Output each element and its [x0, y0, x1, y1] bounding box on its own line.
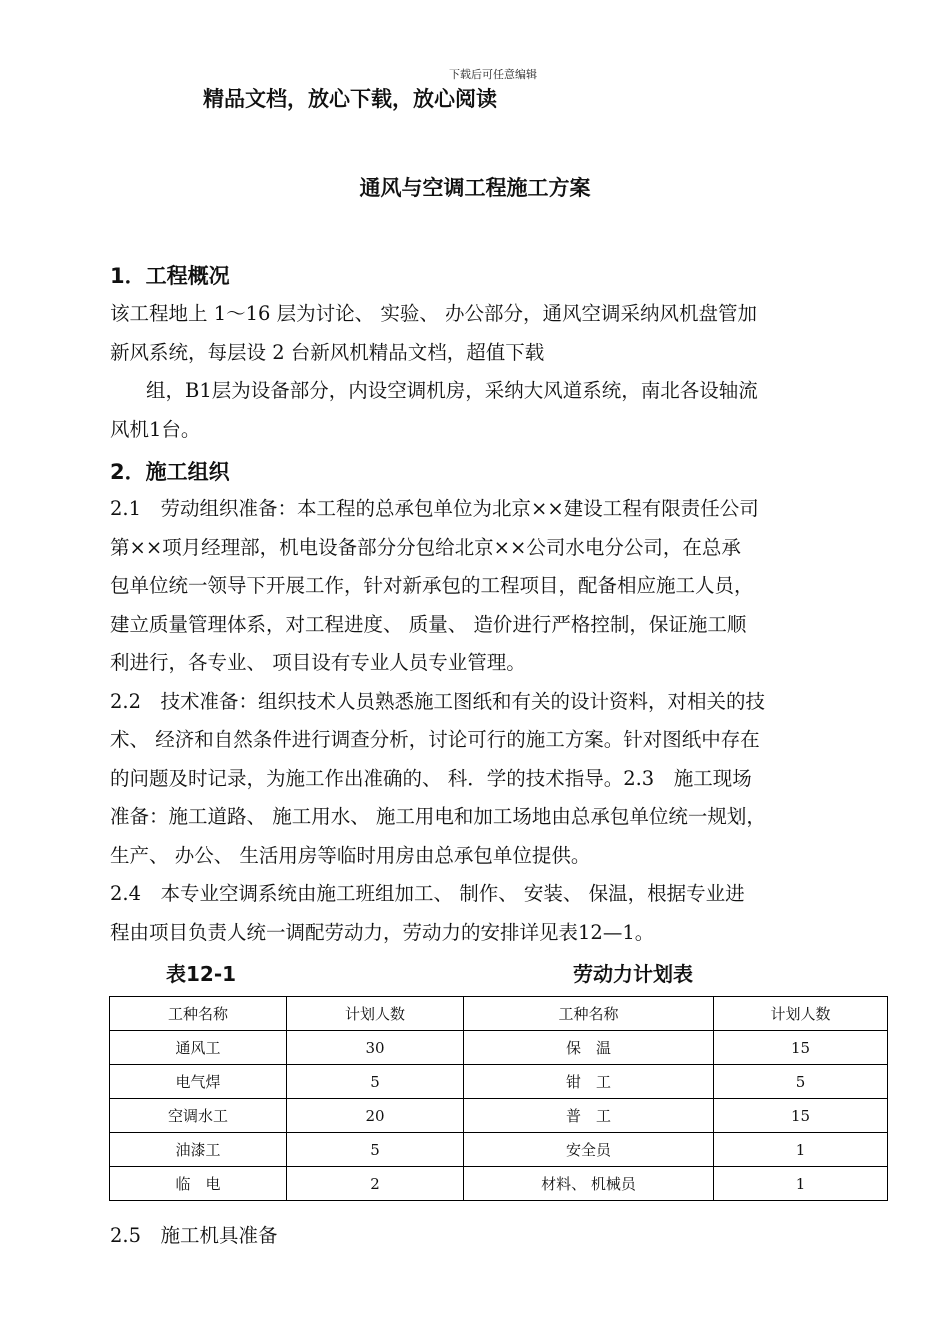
table-cell: 1	[714, 1133, 888, 1167]
text-line: 术、 经济和自然条件进行调查分析，讨论可行的施工方案。针对图纸中存在	[110, 728, 760, 751]
section-2-heading: 2．施工组织	[110, 460, 230, 484]
table-cell: 5	[287, 1133, 464, 1167]
promo-banner: 精品文档，放心下载，放心阅读	[203, 87, 497, 111]
table-caption: 劳动力计划表	[573, 962, 693, 986]
text-line: 组，B1层为设备部分，内设空调机房，采纳大风道系统，南北各设轴流	[146, 379, 758, 402]
text-line: 风机1台。	[110, 417, 201, 441]
table-header-cell: 工种名称	[464, 997, 714, 1031]
section-2-5-heading: 2.5 施工机具准备	[110, 1224, 278, 1247]
text-line: 新风系统，每层设 2 台新风机精品文档，超值下载	[110, 340, 545, 364]
table-cell: 通风工	[110, 1031, 287, 1065]
section-2-body	[110, 490, 888, 952]
text-line: 准备：施工道路、 施工用水、 施工用电和加工场地由总承包单位统一规划，	[110, 805, 766, 828]
table-row	[110, 1031, 888, 1065]
text-line: 建立质量管理体系，对工程进度、 质量、 造价进行严格控制，保证施工顺	[110, 612, 747, 636]
table-cell: 30	[287, 1031, 464, 1065]
table-cell: 安全员	[464, 1133, 714, 1167]
table-cell: 普 工	[464, 1099, 714, 1133]
table-row	[110, 1099, 888, 1133]
table-cell: 保 温	[464, 1031, 714, 1065]
table-cell: 电气焊	[110, 1065, 287, 1099]
table-cell: 油漆工	[110, 1133, 287, 1167]
table-cell: 5	[714, 1065, 888, 1099]
section-1-heading: 1．工程概况	[110, 264, 230, 288]
text-line: 包单位统一领导下开展工作，针对新承包的工程项目，配备相应施工人员，	[110, 574, 754, 597]
text-line: 的问题及时记录，为施工作出准确的、 科．学的技术指导。2.3 施工现场	[110, 766, 752, 790]
table-header-cell: 计划人数	[287, 997, 464, 1031]
table-row	[110, 1065, 888, 1099]
table-cell: 2	[287, 1167, 464, 1201]
text-line: 2.2 技术准备：组织技术人员熟悉施工图纸和有关的设计资料，对相关的技	[110, 689, 766, 713]
text-line: 生产、 办公、 生活用房等临时用房由总承包单位提供。	[110, 843, 591, 867]
document-title: 通风与空调工程施工方案	[359, 176, 591, 200]
table-cell: 20	[287, 1099, 464, 1133]
text-line: 2.4 本专业空调系统由施工班组加工、 制作、 安装、 保温，根据专业进	[110, 882, 745, 905]
table-cell: 钳 工	[464, 1065, 714, 1099]
table-header-cell: 计划人数	[714, 997, 888, 1031]
table-header-row	[110, 997, 888, 1031]
table-cell: 5	[287, 1065, 464, 1099]
section-1-body	[110, 295, 888, 449]
table-cell: 15	[714, 1099, 888, 1133]
header-note: 下载后可任意编辑	[449, 68, 537, 81]
table-row	[110, 1167, 888, 1201]
table-header-cell: 工种名称	[110, 997, 287, 1031]
text-line: 程由项目负责人统一调配劳动力，劳动力的安排详见表12—1。	[110, 920, 655, 944]
table-cell: 1	[714, 1167, 888, 1201]
table-cell: 空调水工	[110, 1099, 287, 1133]
table-number: 表12-1	[166, 962, 237, 986]
table-row	[110, 1133, 888, 1167]
labor-plan-table	[109, 996, 888, 1201]
table-cell: 临 电	[110, 1167, 287, 1201]
table-cell: 材料、 机械员	[464, 1167, 714, 1201]
table-cell: 15	[714, 1031, 888, 1065]
text-line: 该工程地上 1～16 层为讨论、 实验、 办公部分，通风空调采纳风机盘管加	[110, 302, 758, 325]
text-line: 第××项月经理部，机电设备部分分包给北京××公司水电分公司，在总承	[110, 535, 741, 559]
text-line: 2.1 劳动组织准备：本工程的总承包单位为北京××建设工程有限责任公司	[110, 497, 759, 520]
text-line: 利进行，各专业、 项目设有专业人员专业管理。	[110, 651, 526, 674]
